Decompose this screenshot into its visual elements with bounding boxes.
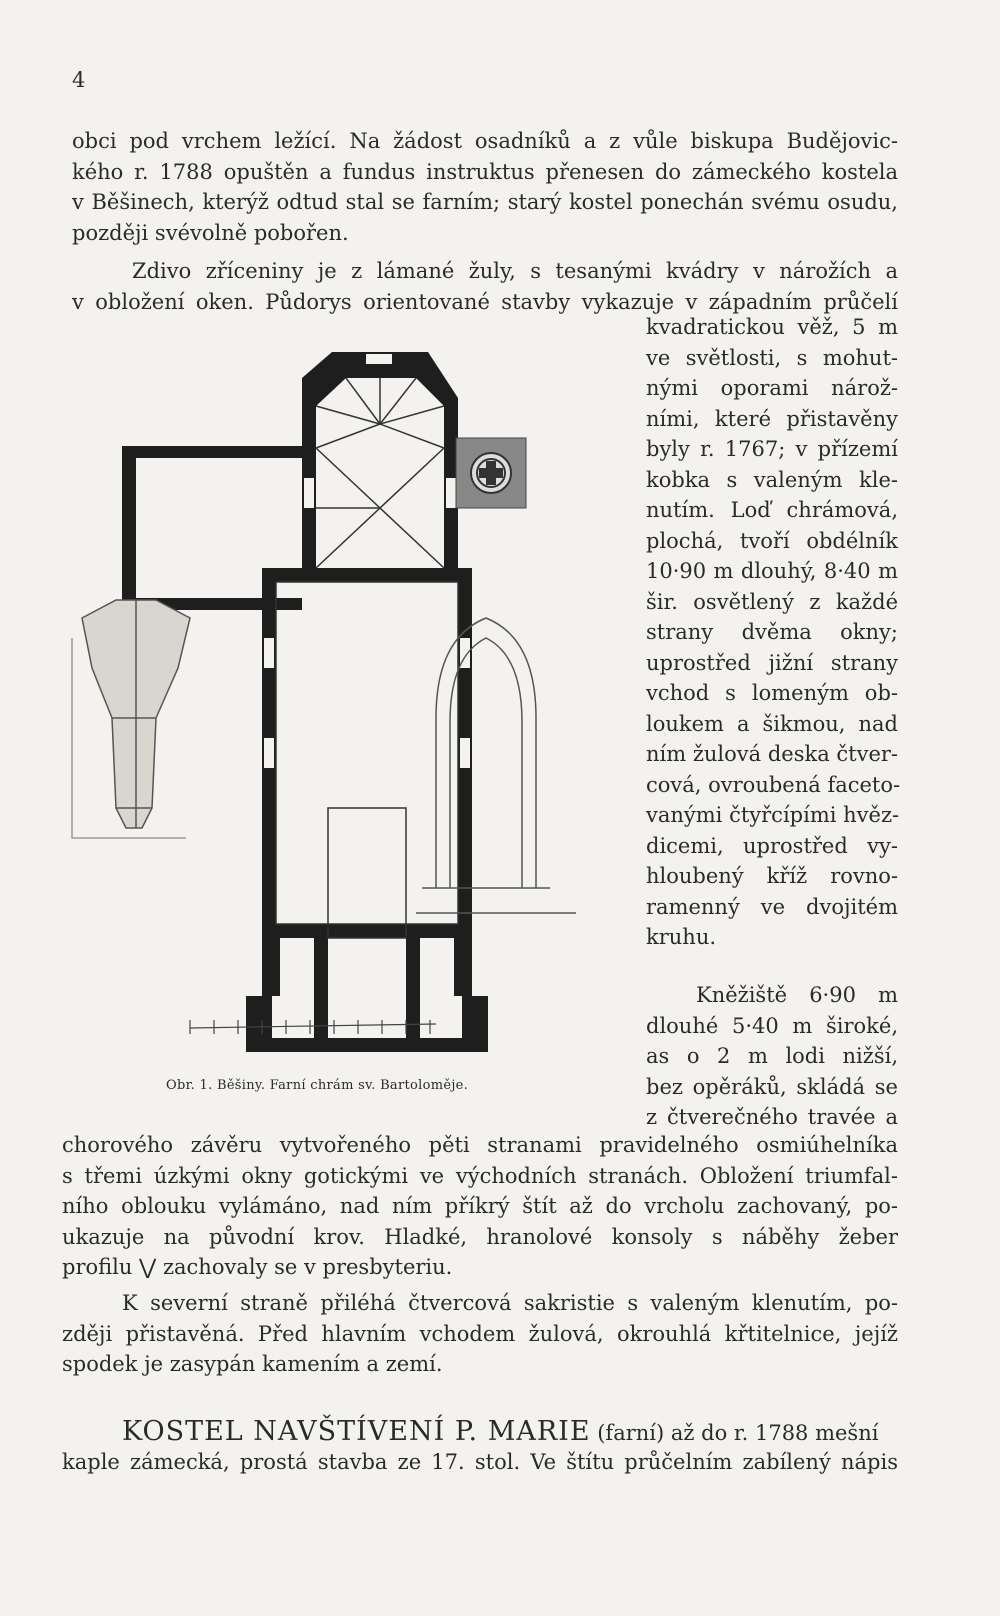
text-line: kaple zámecká, prostá stavba ze 17. stol. Ve štítu průčelním zabílený nápis (62, 1450, 898, 1474)
text-line: nutím. Loď chrámová, (646, 498, 898, 522)
text-line: chorového závěru vytvořeného pěti stranami pravidelného osmiúhelníka (62, 1133, 898, 1157)
text-line: v obložení oken. Půdorys orientované stavby vykazuje v západním průčelí (72, 289, 898, 314)
text-line: as o 2 m lodi nižší, (646, 1044, 898, 1068)
floor-plan (122, 352, 488, 1052)
text-line: cová, ovroubená faceto- (646, 772, 901, 797)
paragraph-1 (72, 126, 898, 248)
text-line: kobka s valeným kle- (646, 467, 898, 492)
stone-slab-detail (456, 438, 526, 508)
scale-bar (190, 1020, 436, 1034)
text-line: kvadratickou věž, 5 m (646, 315, 898, 339)
text-line: šir. osvětlený z každé (646, 589, 898, 614)
text-line: loukem a šikmou, nad (646, 711, 898, 736)
side-column-text (646, 312, 901, 953)
text-line: ramenný ve dvojitém (646, 894, 898, 919)
section-heading (62, 1416, 898, 1447)
text-line: vchod s lomeným ob- (646, 681, 898, 705)
text-line: dlouhé 5·40 m široké, (646, 1013, 898, 1038)
text-line: zději přistavěná. Před hlavním vchodem žulová, okrouhlá křtitelnice, jejíž (62, 1321, 898, 1346)
text-line: nými oporami nárož- (646, 376, 898, 400)
corbel-detail (72, 600, 190, 838)
text-line: ními, které přistavěny (646, 406, 898, 431)
text-line: ve světlosti, s mohut- (646, 345, 898, 370)
text-line: dicemi, uprostřed vy- (646, 833, 898, 858)
text-line: v Běšinech, kterýž odtud stal se farním; starý kostel ponechán svému osudu, (72, 190, 898, 214)
text-line: Zdivo zříceniny je z lámané žuly, s tesanými kvádry v nárožích a (132, 259, 898, 283)
text-line: plochá, tvoří obdélník (646, 528, 898, 553)
paragraph-3 (62, 1130, 898, 1283)
text-line: hloubený kříž rovno- (646, 864, 898, 888)
floor-plan-figure (66, 338, 626, 1078)
text-line: ukazuje na původní krov. Hladké, hranolové konsoly s náběhy žeber (62, 1224, 898, 1249)
text-line: z čtverečného travée a (646, 1105, 898, 1129)
text-line: kruhu. (646, 925, 717, 949)
text-line: ním žulová deska čtver- (646, 742, 899, 766)
text-line: spodek je zasypán kamením a zemí. (62, 1352, 443, 1376)
text-line: obci pod vrchem ležící. Na žádost osadníků a z vůle biskupa Budějovic- (72, 129, 898, 153)
text-line: uprostřed jižní strany (646, 650, 898, 675)
text-line: vanými čtyřcípími hvěz- (646, 803, 900, 827)
text-line: K severní straně přiléhá čtvercová sakristie s valeným klenutím, po- (122, 1291, 898, 1315)
text-line: bez opěráků, skládá se (646, 1074, 898, 1099)
text-line: strany dvěma okny; (646, 620, 898, 644)
paragraph-4 (62, 1288, 898, 1380)
text-line: profilu ⋁ zachovaly se v presbyteriu. (62, 1255, 453, 1279)
heading-title: KOSTEL NAVŠTÍVENÍ P. MARIE (122, 1416, 591, 1447)
text-line: později svévolně pobořen. (72, 220, 349, 245)
page-number: 4 (72, 68, 86, 92)
side-column-text-2 (646, 980, 898, 1133)
text-line: s třemi úzkými okny gotickými ve východních stranách. Obložení triumfal- (62, 1163, 898, 1188)
heading-rest: (farní) až do r. 1788 mešní (597, 1421, 879, 1445)
text-line: 10·90 m dlouhý, 8·40 m (646, 559, 898, 583)
text-line: kého r. 1788 opuštěn a fundus instruktus přenesen do zámeckého kostela (72, 159, 898, 184)
paragraph-2 (72, 256, 898, 317)
portal-detail (416, 618, 576, 913)
text-line: ního oblouku vylámáno, nad ním příkrý štít až do vrcholu zachovaný, po- (62, 1194, 898, 1218)
text-line: byly r. 1767; v přízemí (646, 437, 898, 461)
text-line: Kněžiště 6·90 m (696, 983, 898, 1007)
figure-caption: Obr. 1. Běšiny. Farní chrám sv. Bartoloměje. (166, 1078, 469, 1093)
